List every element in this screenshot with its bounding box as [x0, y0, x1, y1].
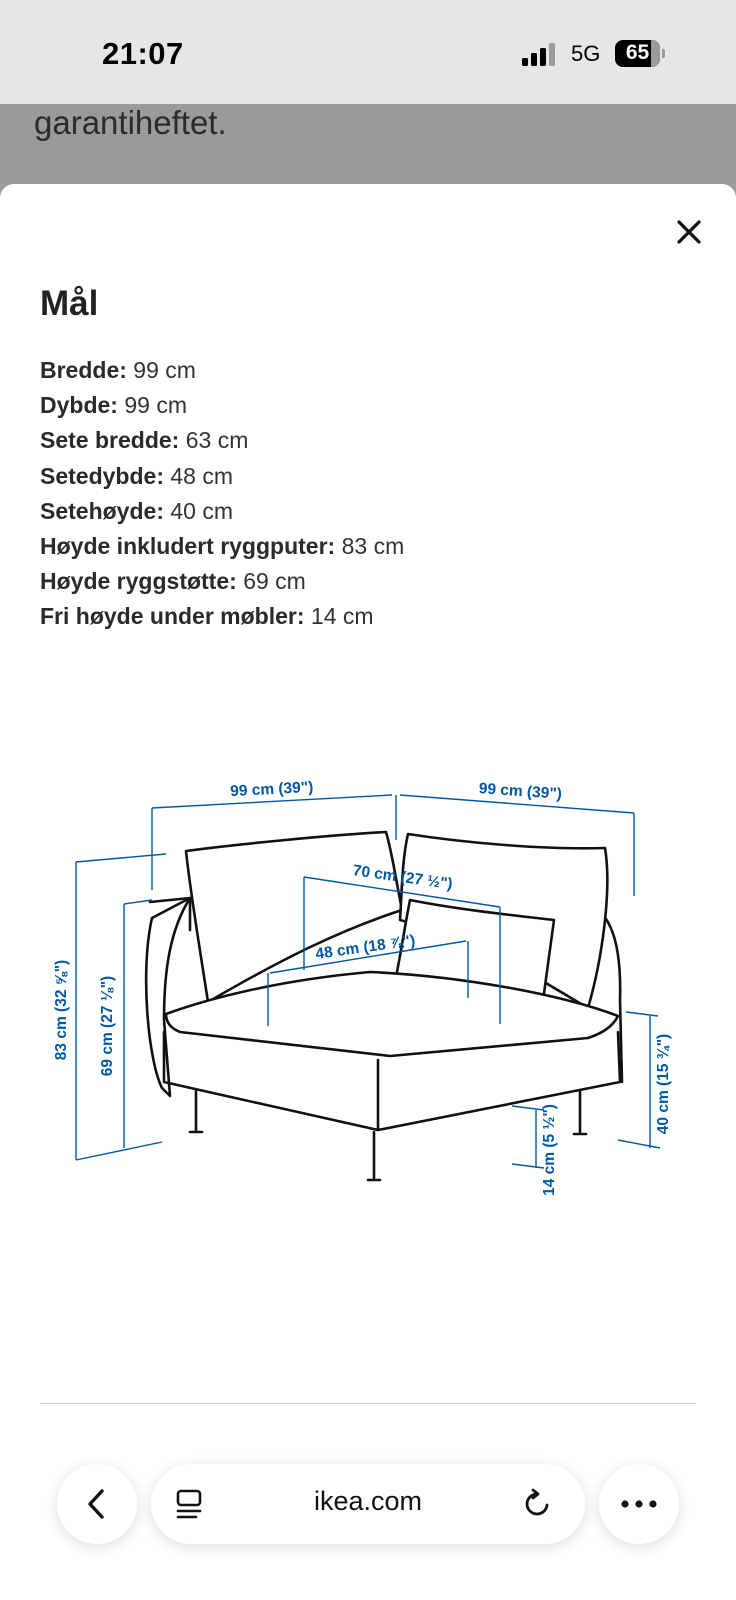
height-back-top	[124, 900, 152, 904]
clearance-label: 14 cm (5 ½")	[541, 1104, 558, 1196]
dimension-value: 83 cm	[341, 532, 405, 559]
dimension-item	[40, 603, 404, 638]
dimension-value: 69 cm	[243, 568, 306, 595]
divider	[40, 1403, 696, 1404]
more-button[interactable]	[599, 1464, 679, 1544]
status-time: 21:07	[102, 36, 184, 71]
dimensions-title: Mål	[40, 284, 99, 323]
product-dimension-diagram	[40, 770, 700, 1260]
dimension-label: Høyde inkludert ryggputer:	[40, 532, 336, 559]
dimension-label: Fri høyde under møbler:	[40, 603, 305, 630]
dimension-value: 14 cm	[310, 603, 374, 630]
clearance-top	[512, 1106, 544, 1110]
width-left-label: 99 cm (39")	[229, 778, 314, 801]
seat-height-top	[626, 1012, 658, 1016]
dimension-value: 99 cm	[124, 392, 187, 419]
address-bar[interactable]	[151, 1464, 585, 1544]
reload-icon[interactable]	[521, 1488, 553, 1520]
background-page-text: garantiheftet.	[34, 104, 227, 141]
dimension-item	[40, 392, 404, 427]
dimension-value: 99 cm	[133, 357, 196, 383]
network-type: 5G	[571, 41, 601, 66]
dimension-item	[40, 427, 404, 462]
height-back-label: 69 cm (27 ⅛")	[99, 975, 116, 1077]
dimensions-list	[40, 357, 404, 639]
dimension-value: 63 cm	[185, 427, 249, 454]
dimension-label: Bredde:	[40, 357, 127, 383]
dimension-value: 40 cm	[170, 497, 234, 524]
right-leg	[574, 1090, 586, 1134]
left-armrest-top	[150, 898, 190, 930]
dimension-item	[40, 463, 404, 498]
close-icon	[670, 213, 708, 251]
clearance-bottom	[512, 1164, 544, 1168]
chevron-left-icon	[83, 1488, 111, 1520]
seat-depth-label: 48 cm (18 ⅞")	[314, 932, 417, 963]
cellular-signal-icon	[522, 42, 560, 66]
url-text[interactable]: ikea.com	[313, 1486, 423, 1516]
status-bar	[0, 0, 736, 104]
height-cushions-label: 83 cm (32 ⅝")	[53, 959, 70, 1061]
width-right-label: 99 cm (39")	[478, 780, 563, 803]
close-button[interactable]	[670, 213, 708, 251]
battery-tip	[662, 49, 665, 58]
height-cushions-bottom	[76, 1142, 162, 1160]
dimension-label: Sete bredde:	[40, 427, 180, 454]
dimension-label: Setehøyde:	[40, 497, 164, 524]
dimension-label: Høyde ryggstøtte:	[40, 568, 237, 595]
dimension-item	[40, 533, 404, 568]
dimension-value: 48 cm	[170, 462, 234, 489]
front-leg	[368, 1132, 380, 1180]
back-button[interactable]	[57, 1464, 137, 1544]
left-leg	[190, 1090, 202, 1132]
battery-icon	[615, 40, 660, 67]
dimension-item	[40, 498, 404, 533]
dimension-label: Dybde:	[40, 392, 118, 419]
battery-level: 65	[625, 41, 650, 64]
dimension-item	[40, 357, 404, 392]
depth-label: 70 cm (27 ½")	[351, 862, 454, 893]
dimension-item	[40, 568, 404, 603]
left-armrest	[146, 898, 190, 1096]
dimension-label: Setedybde:	[40, 462, 164, 489]
seat-height-label: 40 cm (15 ¾")	[655, 1033, 672, 1135]
more-icon	[619, 1498, 659, 1510]
seat-height-bottom	[618, 1140, 660, 1148]
